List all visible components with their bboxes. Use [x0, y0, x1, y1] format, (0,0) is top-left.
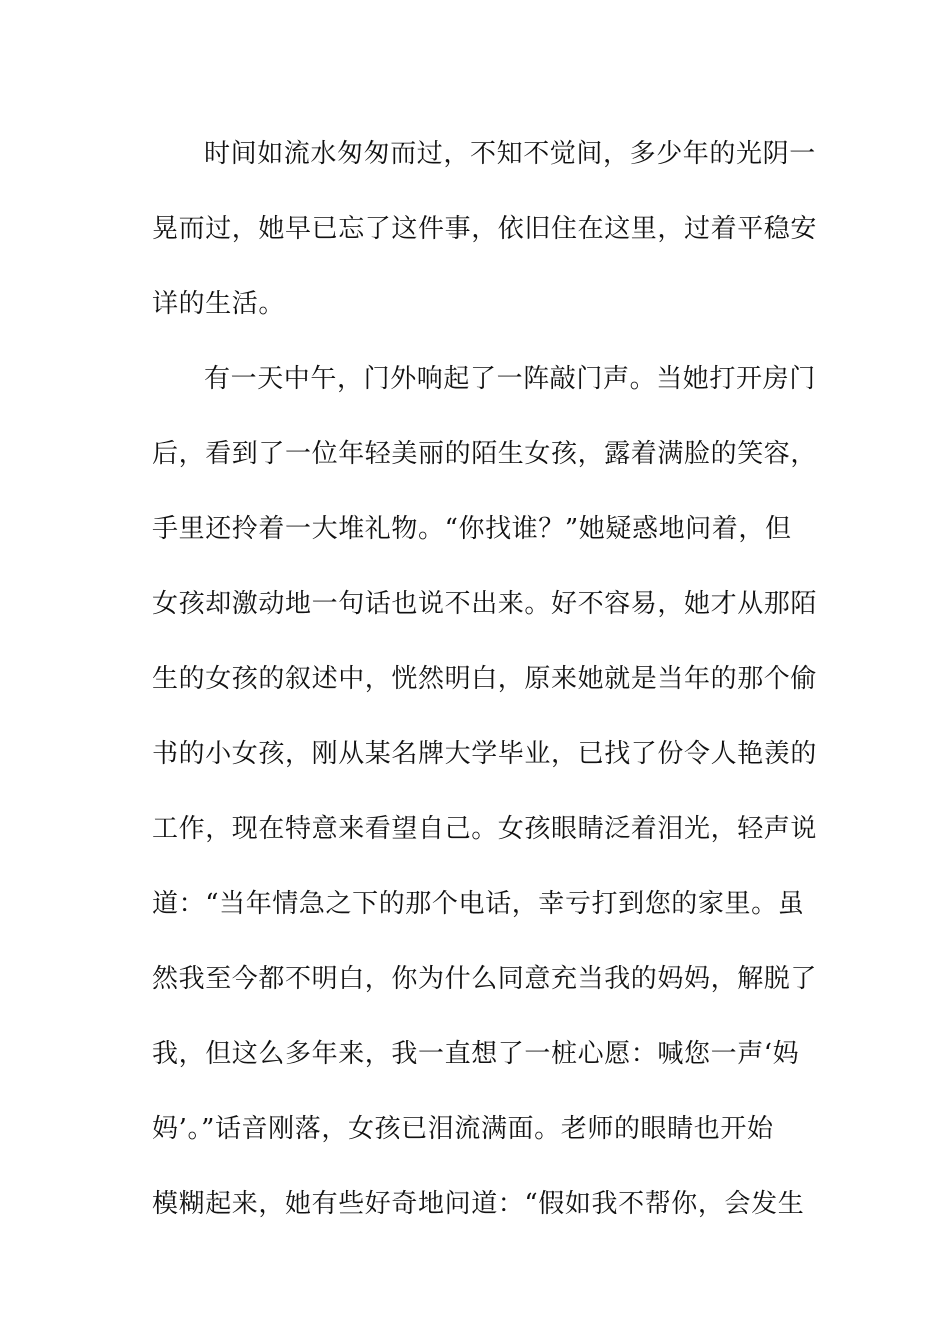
text-line: 然我至今都不明白，你为什么同意充当我的妈妈，解脱了 [152, 964, 818, 994]
text-line: 后，看到了一位年轻美丽的陌生女孩，露着满脸的笑容， [152, 439, 818, 469]
text-line: 手里还拎着一大堆礼物。“你找谁？”她疑惑地问着，但 [152, 514, 792, 544]
text-line: 女孩却激动地一句话也说不出来。好不容易，她才从那陌 [152, 589, 818, 619]
text-line: 我，但这么多年来，我一直想了一桩心愿：喊您一声‘妈 [152, 1039, 800, 1069]
text-line: 详的生活。 [152, 289, 286, 319]
body-text [152, 130, 818, 1255]
text-line: 有一天中午，门外响起了一阵敲门声。当她打开房门 [204, 364, 816, 394]
text-line: 模糊起来，她有些好奇地问道：“假如我不帮你，会发生 [152, 1189, 805, 1219]
text-line: 道：“当年情急之下的那个电话，幸亏打到您的家里。虽 [152, 889, 805, 919]
text-line: 晃而过，她早已忘了这件事，依旧住在这里，过着平稳安 [152, 214, 818, 244]
text-line: 书的小女孩，刚从某名牌大学毕业，已找了份令人艳羡的 [152, 739, 818, 769]
text-line: 生的女孩的叙述中，恍然明白，原来她就是当年的那个偷 [152, 664, 818, 694]
text-line: 妈’。”话音刚落，女孩已泪流满面。老师的眼睛也开始 [152, 1114, 774, 1144]
text-line: 时间如流水匆匆而过，不知不觉间，多少年的光阴一 [204, 139, 816, 169]
text-line: 工作，现在特意来看望自己。女孩眼睛泛着泪光，轻声说 [152, 814, 818, 844]
